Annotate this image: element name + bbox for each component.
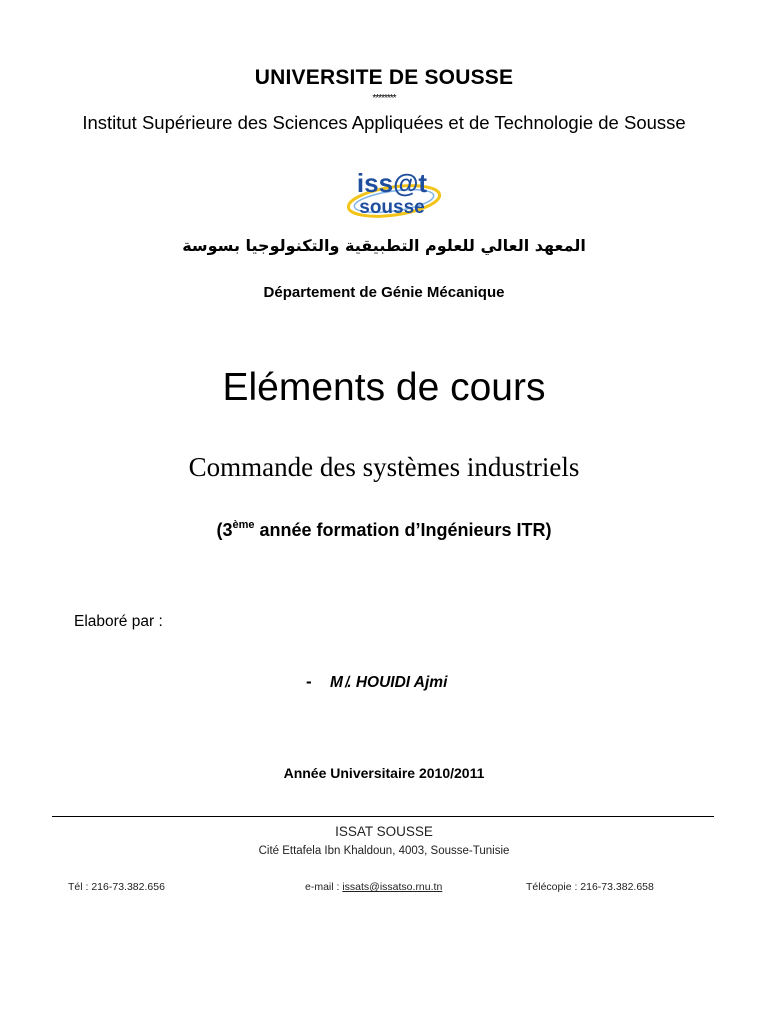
logo-text-top: iss@t — [356, 168, 428, 198]
author-row — [306, 672, 447, 692]
year-superscript: ème — [232, 519, 255, 531]
separator-stars: ******** — [372, 93, 396, 104]
footer-email — [305, 881, 442, 893]
university-name: UNIVERSITE DE SOUSSE — [254, 66, 514, 89]
arabic-institute-name: المعهد العالي للعلوم التطبيقية والتكنولوجيا بسوسة — [182, 236, 586, 255]
footer-address: Cité Ettafela Ibn Khaldoun, 4003, Sousse-Tunisie — [258, 845, 510, 857]
logo-text-bottom: sousse — [359, 197, 425, 218]
document-title: Eléments de cours — [222, 366, 546, 409]
footer-divider — [52, 816, 714, 817]
department-name: Département de Génie Mécanique — [263, 284, 505, 301]
course-title: Commande des systèmes industriels — [188, 452, 580, 482]
footer-organization: ISSAT SOUSSE — [335, 824, 433, 839]
author-dash: - — [306, 672, 312, 691]
author-label: Elaboré par : — [74, 613, 163, 630]
footer-fax: Télécopie : 216-73.382.658 — [526, 881, 654, 893]
email-label: e-mail : — [305, 881, 343, 893]
training-year — [0, 520, 768, 541]
year-prefix: (3 — [216, 520, 233, 540]
footer-phone: Tél : 216-73.382.656 — [68, 881, 165, 893]
academic-year: Année Universitaire 2010/2011 — [283, 765, 485, 781]
year-suffix: année formation d’Ingénieurs ITR) — [254, 520, 552, 540]
email-link[interactable]: issats@issatso.rnu.tn — [342, 881, 443, 893]
author-name: M ̸. HOUIDI Ajmi — [329, 674, 448, 691]
issat-logo — [334, 165, 450, 223]
institute-name: Institut Supérieure des Sciences Appliquées et de Technologie de Sousse — [82, 112, 686, 133]
